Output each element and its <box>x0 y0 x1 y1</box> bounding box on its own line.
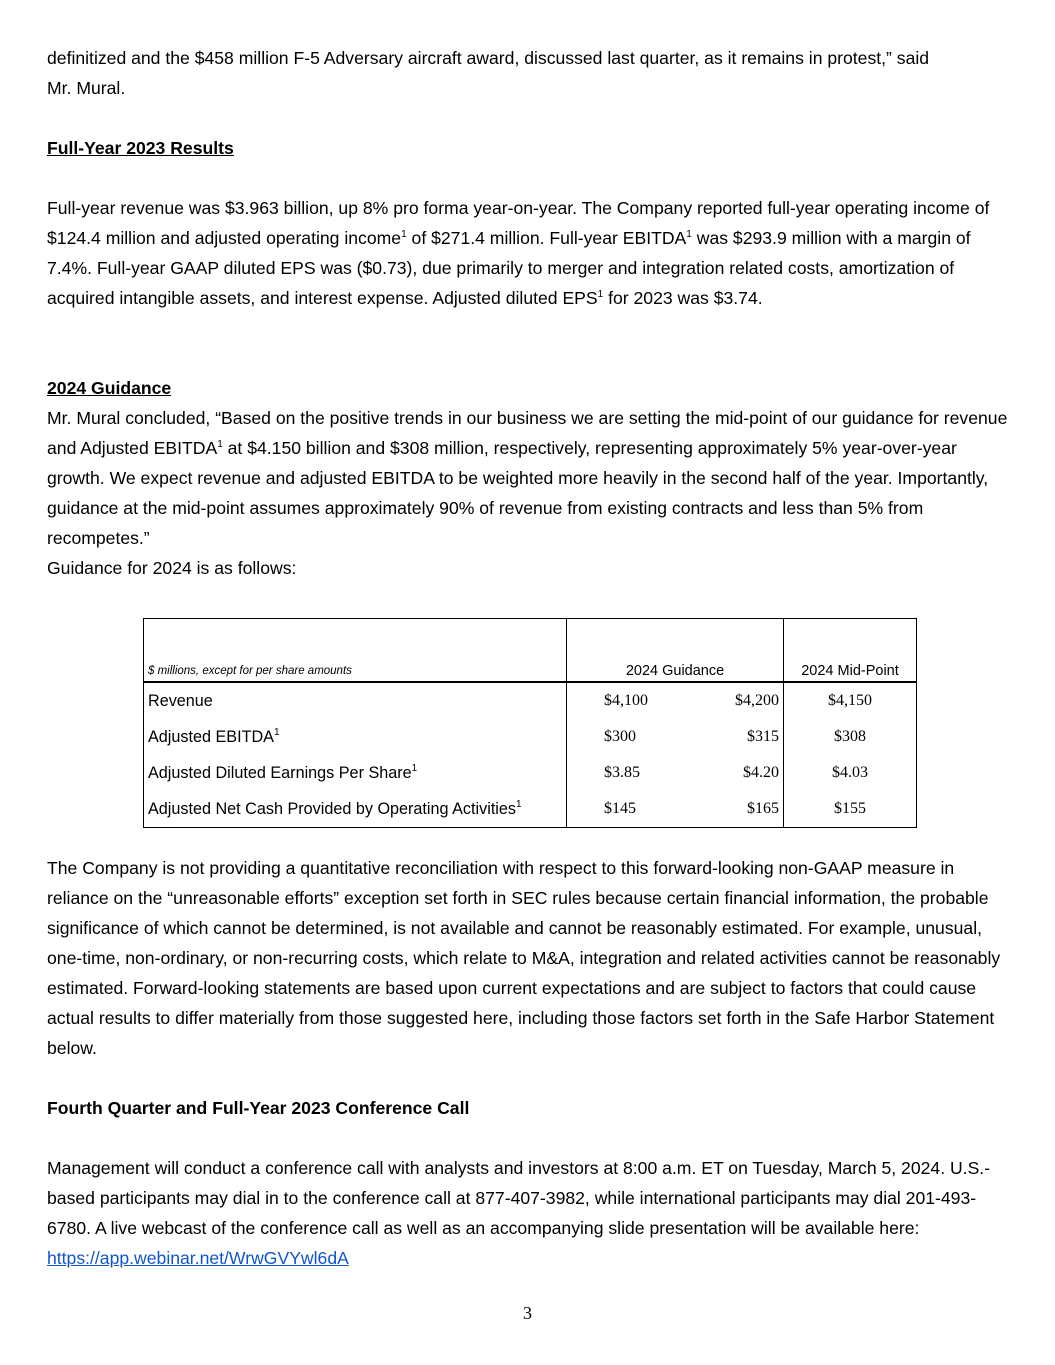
guidance-high: $315 <box>747 728 779 745</box>
midpoint-cell: $308 <box>784 719 917 755</box>
guidance-range-cell <box>567 755 784 791</box>
guidance-low: $300 <box>604 728 636 745</box>
intro-line-2: Mr. Mural. <box>47 78 126 98</box>
intro-line-1: definitized and the $458 million F-5 Adversary aircraft award, discussed last quarter, as it remains in protest,” said <box>47 48 930 68</box>
conference-paragraph: Management will conduct a conference call with analysts and investors at 8:00 a.m. ET on Tuesday, March 5, 2024. U.S.-based participants may dial in to the conference call at 877-407-3982, while international participants may dial 201-493-6780. A live webcast of the conference call as well as an accompanying slide presentation will be available here: https://app.webinar.net/WrwGVYwl6dA <box>47 1158 991 1268</box>
footnote-marker: 1 <box>401 229 407 240</box>
row-label: Revenue <box>144 682 567 719</box>
units-label: $ millions, except for per share amounts <box>148 665 352 677</box>
guidance-column-header: 2024 Guidance <box>567 619 784 683</box>
units-label-cell <box>144 619 567 683</box>
footnote-marker: 1 <box>686 229 692 240</box>
guidance-high: $4,200 <box>735 692 779 709</box>
row-label: Adjusted EBITDA$^1$ <box>144 719 567 755</box>
guidance-range-cell <box>567 719 784 755</box>
row-label: Adjusted Diluted Earnings Per Share$^1$ <box>144 755 567 791</box>
midpoint-cell: $155 <box>784 791 917 828</box>
conference-heading: Fourth Quarter and Full-Year 2023 Conference Call <box>47 1098 470 1118</box>
webcast-link[interactable]: https://app.webinar.net/WrwGVYwl6dA <box>47 1248 349 1268</box>
guidance-intro-line: Guidance for 2024 is as follows: <box>47 558 297 578</box>
document-page-lower <box>47 853 1012 1273</box>
guidance-table <box>143 618 917 828</box>
table-row <box>144 755 917 791</box>
guidance-low: $145 <box>604 800 636 817</box>
footnote-marker: 1 <box>217 439 223 450</box>
full-year-heading: Full-Year 2023 Results <box>47 138 234 158</box>
guidance-heading: 2024 Guidance <box>47 378 172 398</box>
table-row <box>144 791 917 828</box>
footnote-marker: 1 <box>597 289 604 300</box>
guidance-paragraph: Mr. Mural concluded, “Based on the positive trends in our business we are setting the mid-point of our guidance for revenue and Adjusted EBITDA$^1$ at $4.150 billion and $308 million, respectively, representing approximately 5% year-over-year growth. We expect revenue and adjusted EBITDA to be weighted more heavily in the second half of the year. Importantly, guidance at the mid-point assumes approximately 90% of revenue from existing contracts and less than 5% from recompetes.” <box>47 408 1008 548</box>
guidance-low: $3.85 <box>604 764 640 781</box>
guidance-range-cell <box>567 682 784 719</box>
guidance-high: $4.20 <box>743 764 779 781</box>
midpoint-cell: $4.03 <box>784 755 917 791</box>
midpoint-column-header: 2024 Mid-Point <box>784 619 917 683</box>
document-page <box>47 43 1012 583</box>
table-header-row <box>144 619 917 683</box>
full-year-paragraph: Full-year revenue was $3.963 billion, up 8% pro forma year-on-year. The Company reported full-year operating income of $124.4 million and adjusted operating income$^1$ of $271.4 million. Full-year EBITDA$^1$ was $293.9 million with a margin of 7.4%. Full-year GAAP diluted EPS was ($0.73), due primarily to merger and integration related costs, amortization of acquired intangible assets, and interest expense. Adjusted diluted EPS$^1$ for 2023 was $3.74. <box>47 198 990 308</box>
disclaimer-paragraph: The Company is not providing a quantitative reconciliation with respect to this forward-looking non-GAAP measure in reliance on the “unreasonable efforts” exception set forth in SEC rules because certain financial information, the probable significance of which cannot be determined, is not available and cannot be reasonably estimated. For example, unusual, one-time, non-ordinary, or non-recurring costs, which relate to M&A, integration and related activities cannot be reasonably estimated. Forward-looking statements are based upon current expectations and are subject to factors that could cause actual results to differ materially from those suggested here, including those factors set forth in the Safe Harbor Statement below. <box>47 858 1001 1058</box>
table-row <box>144 719 917 755</box>
row-label: Adjusted Net Cash Provided by Operating Activities$^1$ <box>144 791 567 828</box>
guidance-high: $165 <box>747 800 779 817</box>
page-number: 3 <box>523 1303 532 1323</box>
guidance-range-cell <box>567 791 784 828</box>
guidance-low: $4,100 <box>604 692 648 709</box>
table-row <box>144 682 917 719</box>
midpoint-cell: $4,150 <box>784 682 917 719</box>
intro-paragraph <box>47 43 1012 103</box>
